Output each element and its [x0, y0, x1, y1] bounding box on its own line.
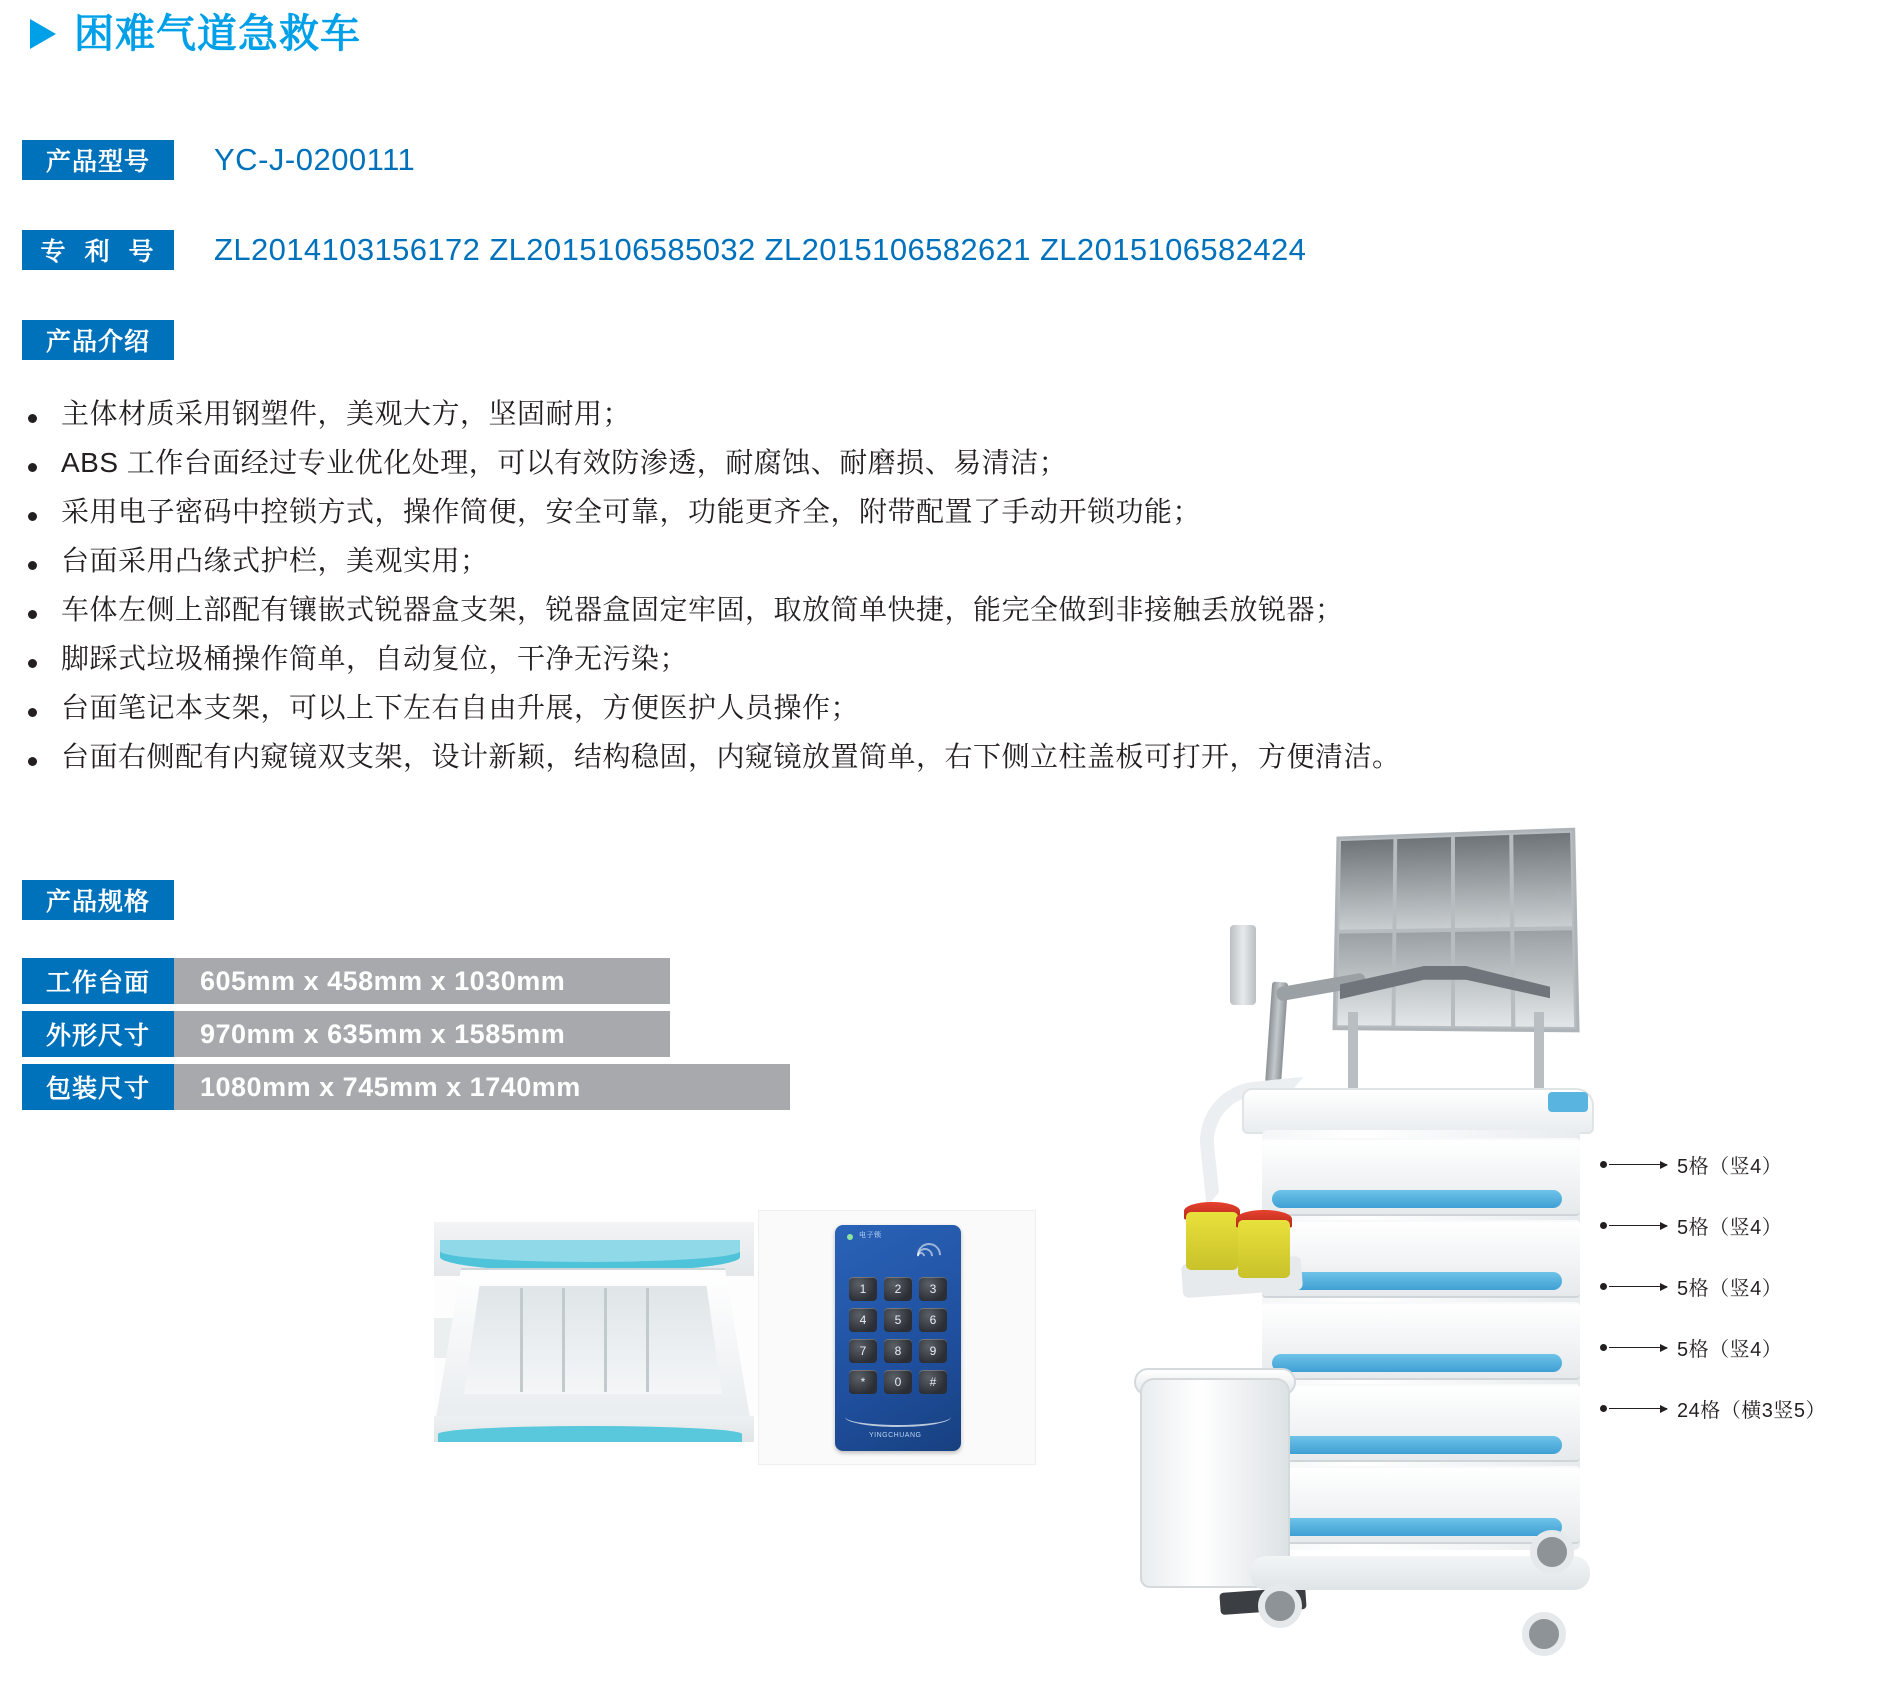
rfid-waves-icon [917, 1243, 947, 1265]
drawer-photo-inner-tray [464, 1286, 722, 1394]
arrow-icon [1660, 1161, 1668, 1169]
callout-dot-icon [1600, 1344, 1607, 1351]
callout [1600, 1333, 1782, 1362]
list-item [22, 449, 1722, 477]
bullet-dot-icon [28, 708, 37, 717]
table-row[interactable] [1262, 1220, 1580, 1298]
drawer-photo-bottom-teal [438, 1426, 742, 1442]
spec-key: 工作台面 [22, 958, 174, 1004]
drawer-photo-divider [646, 1288, 649, 1392]
bullet-dot-icon [28, 561, 37, 570]
drawer-photo-teal-trim-light [440, 1240, 740, 1262]
keypad-key[interactable]: 2 [884, 1277, 912, 1301]
drawer-handle[interactable] [1272, 1518, 1562, 1536]
spec-section-header [22, 880, 174, 920]
list-item [22, 400, 1722, 428]
keypad-grid [849, 1277, 947, 1394]
worktop-surface [1242, 1088, 1594, 1134]
patent-value: ZL2014103156172 ZL2015106585032 ZL2015106582621 ZL2015106582424 [214, 232, 1307, 267]
patent-label-tag: 专 利 号 [22, 230, 174, 270]
drawer-photo-divider [604, 1288, 607, 1392]
keypad-header [835, 1225, 961, 1271]
spec-value: 605mm x 458mm x 1030mm [174, 958, 670, 1004]
bullet-dot-icon [28, 610, 37, 619]
product-photo-cart [1130, 830, 1690, 1685]
callout [1600, 1150, 1782, 1179]
keypad-panel [835, 1225, 961, 1451]
callout-leader-line [1609, 1225, 1667, 1226]
callout [1600, 1211, 1782, 1240]
spec-key: 包装尺寸 [22, 1064, 174, 1110]
callout-leader-line [1609, 1286, 1667, 1287]
drawer-photo [434, 1222, 754, 1464]
list-item [22, 645, 1722, 673]
callout-leader-line [1609, 1347, 1667, 1348]
callout-label: 5格（竖4） [1677, 1278, 1783, 1300]
callout-label: 5格（竖4） [1677, 1217, 1783, 1239]
keypad-photo [758, 1210, 1036, 1465]
list-item-text: 主体材质采用钢塑件，美观大方，坚固耐用； [61, 398, 632, 429]
table-row [22, 1011, 790, 1057]
bullet-dot-icon [28, 414, 37, 423]
product-title-text: 困难气道急救车 [74, 12, 361, 56]
cabinet-cell [1511, 831, 1574, 929]
list-item-text: 台面笔记本支架，可以上下左右自由升展，方便医护人员操作； [61, 692, 860, 723]
keypad-footer [845, 1407, 951, 1441]
intro-section-header [22, 320, 174, 360]
arrow-icon [1660, 1405, 1668, 1413]
keypad-brand-text: YINGCHUANG [869, 1432, 922, 1439]
table-row [22, 958, 790, 1004]
patent-row [22, 230, 1306, 270]
keypad-key[interactable]: 6 [919, 1308, 947, 1332]
caster-wheel [1530, 1530, 1574, 1574]
drawer-photo-divider [520, 1288, 523, 1392]
list-item [22, 743, 1722, 771]
cabinet-cell [1512, 928, 1576, 1029]
callout-dot-icon [1600, 1405, 1607, 1412]
worktop-blue-accent [1548, 1092, 1588, 1112]
list-item [22, 498, 1722, 526]
model-label-tag: 产品型号 [22, 140, 174, 180]
list-item-text: 车体左侧上部配有镶嵌式锐器盒支架，锐器盒固定牢固，取放简单快捷，能完全做到非接触丢放锐器； [61, 594, 1344, 625]
swoosh-icon [845, 1407, 951, 1427]
keypad-key[interactable]: 4 [849, 1308, 877, 1332]
callout-dot-icon [1600, 1161, 1607, 1168]
drawer-photo-footer [434, 1442, 754, 1464]
drawer-handle[interactable] [1272, 1272, 1562, 1290]
sharps-box [1186, 1212, 1238, 1270]
drawer-stack [1262, 1130, 1580, 1550]
drawer-handle[interactable] [1272, 1190, 1562, 1208]
table-row[interactable] [1262, 1384, 1580, 1462]
list-item-text: ABS 工作台面经过专业优化处理，可以有效防渗透，耐腐蚀、耐磨损、易清洁； [61, 447, 1068, 478]
drawer-handle[interactable] [1272, 1354, 1562, 1372]
spec-label-tag: 产品规格 [22, 880, 174, 920]
drawer-photo-divider [562, 1288, 565, 1392]
callout-dot-icon [1600, 1222, 1607, 1229]
keypad-key[interactable]: 5 [884, 1308, 912, 1332]
table-row[interactable] [1262, 1138, 1580, 1216]
caster-wheel [1258, 1584, 1302, 1628]
callout-label: 24格（横3竖5） [1677, 1400, 1826, 1422]
keypad-key[interactable]: 8 [884, 1339, 912, 1363]
arrow-icon [1660, 1344, 1668, 1352]
bullet-dot-icon [28, 512, 37, 521]
callout-leader-line [1609, 1164, 1667, 1165]
table-row [22, 1064, 790, 1110]
model-value: YC-J-0200111 [214, 142, 416, 177]
cabinet-cell [1453, 833, 1513, 930]
spec-value: 1080mm x 745mm x 1740mm [174, 1064, 790, 1110]
keypad-top-label: 电子锁 [859, 1232, 882, 1239]
list-item-text: 台面右侧配有内窥镜双支架，设计新颖，结构稳固，内窥镜放置简单，右下侧立柱盖板可打开，方便清洁。 [61, 741, 1401, 772]
intro-bullet-list [22, 400, 1722, 792]
page-title [30, 14, 361, 54]
drawer-handle[interactable] [1272, 1436, 1562, 1454]
caster-wheel [1522, 1612, 1566, 1656]
callout-dot-icon [1600, 1283, 1607, 1290]
list-item-text: 采用电子密码中控锁方式，操作简便，安全可靠，功能更齐全，附带配置了手动开锁功能； [61, 496, 1202, 527]
table-row[interactable] [1262, 1302, 1580, 1380]
keypad-key[interactable]: * [849, 1370, 877, 1394]
callout-leader-line [1609, 1408, 1667, 1409]
triangle-arrow-icon [30, 19, 56, 49]
bullet-dot-icon [28, 463, 37, 472]
table-row[interactable] [1262, 1466, 1580, 1544]
intro-label-tag: 产品介绍 [22, 320, 174, 360]
callout-label: 5格（竖4） [1677, 1339, 1783, 1361]
spec-value: 970mm x 635mm x 1585mm [174, 1011, 670, 1057]
list-item-text: 台面采用凸缘式护栏，美观实用； [61, 545, 489, 576]
list-item [22, 694, 1722, 722]
status-led-icon [847, 1234, 853, 1240]
cabinet-cell [1394, 835, 1452, 931]
arrow-icon [1660, 1222, 1668, 1230]
spec-key: 外形尺寸 [22, 1011, 174, 1057]
callout [1600, 1272, 1782, 1301]
oxygen-tube [1230, 925, 1256, 1005]
keypad-key[interactable]: 7 [849, 1339, 877, 1363]
keypad-key[interactable]: 0 [884, 1370, 912, 1394]
keypad-key[interactable]: 3 [919, 1277, 947, 1301]
arrow-icon [1660, 1283, 1668, 1291]
keypad-key[interactable]: 9 [919, 1339, 947, 1363]
sharps-box [1238, 1220, 1290, 1278]
upper-cabinet [1332, 828, 1579, 1033]
list-item [22, 596, 1722, 624]
callout [1600, 1394, 1826, 1423]
keypad-key[interactable]: # [919, 1370, 947, 1394]
bullet-dot-icon [28, 659, 37, 668]
list-item-text: 脚踩式垃圾桶操作简单，自动复位，干净无污染； [61, 643, 689, 674]
list-item [22, 547, 1722, 575]
spec-table [22, 958, 790, 1117]
model-row [22, 140, 415, 180]
bullet-dot-icon [28, 757, 37, 766]
keypad-key[interactable]: 1 [849, 1277, 877, 1301]
cabinet-cell [1337, 837, 1395, 931]
callout-label: 5格（竖4） [1677, 1156, 1783, 1178]
